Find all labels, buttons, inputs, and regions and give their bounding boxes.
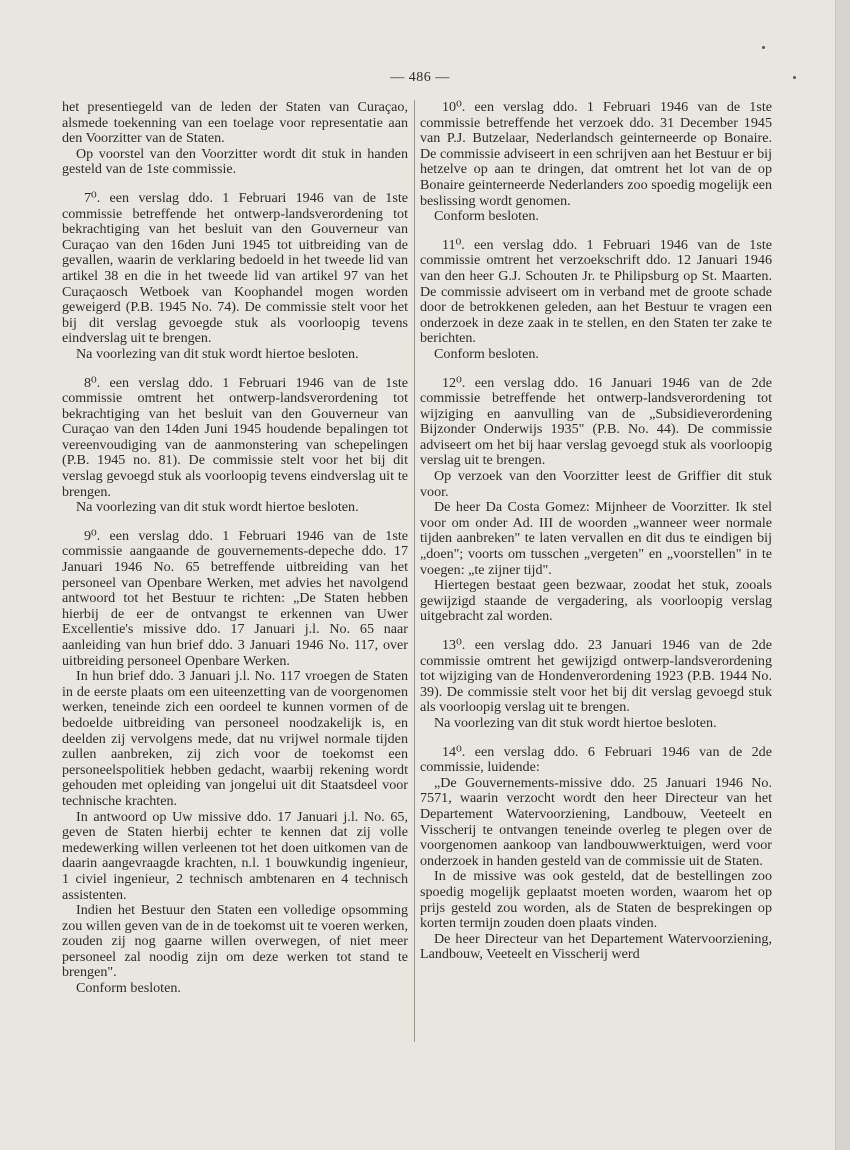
paragraph: Hiertegen bestaat geen bezwaar, zoodat het stuk, zooals gewijzigd staande de vergadering, als voorloopig verslag uitgebracht zal worden. (420, 577, 772, 625)
paragraph: 12⁰. een verslag ddo. 16 Januari 1946 van de 2de commissie betreffende het ontwerp-landsverordening tot wijziging en aanvulling van de „Subsidieverordening Bijzonder Onderwijs 1935" (P.B. No. 44). De commissie adviseert om het bij haar verslag gevoegd stuk als voorloopig verslag uit te brengen. (420, 374, 772, 469)
paragraph: 7⁰. een verslag ddo. 1 Februari 1946 van de 1ste commissie betreffende het ontwerp-landsverordening tot bekrachtiging van het besluit van den Gouverneur van Curaçao van den 16den Juni 1945 tot uitbreiding van de gevallen, waarin de verklaring bedoeld in het tweede lid van artikel 38 en die in het tweede lid van artikel 97 van het Curaçaosch Wetboek van Koophandel mogen worden geweigerd (P.B. 1945 No. 74). De commissie stelt voor het bij dit verslag gevoegde stuk als voorloopig tevens eindverslag uit te brengen. (62, 189, 408, 347)
paragraph: het presentiegeld van de leden der Staten van Curaçao, alsmede toekenning van een toelage voor representatie aan den Voorzitter van de Staten. (62, 99, 408, 147)
page-number: — 486 — (390, 70, 450, 85)
paragraph: In hun brief ddo. 3 Januari j.l. No. 117 vroegen de Staten in de eerste plaats om een uiteenzetting van de voorgenomen werken, teneinde zich een oordeel te kunnen vormen of de bedoelde uitbreiding van personeel noodzakelijk is, en deelden zij vervolgens mede, dat nu vrijwel normale tijden zullen aanbreken, zij zich voor de toekomst een personeelspolitiek hebben gedacht, waarbij rekening wordt gehouden met opleiding van jongelui uit dit Staatsdeel voor technische krachten. (62, 668, 408, 809)
paragraph: De heer Directeur van het Departement Watervoorziening, Landbouw, Veeteelt en Visscherij werd (420, 930, 772, 963)
paragraph: In antwoord op Uw missive ddo. 17 Januari j.l. No. 65, geven de Staten hierbij echter te kennen dat zij volle medewerking willen verleenen tot het doen uitkomen van de daarin aangevraagde krachten, n.l. 1 bouwkundig ingenieur, 1 civiel ingenieur, 2 technisch ambtenaren en 4 technisch assistenten. (62, 808, 408, 903)
paragraph: Op verzoek van den Voorzitter leest de Griffier dit stuk voor. (420, 468, 772, 500)
paragraph: Na voorlezing van dit stuk wordt hiertoe besloten. (76, 499, 359, 516)
paragraph: 9⁰. een verslag ddo. 1 Februari 1946 van de 1ste commissie aangaande de gouvernements-depeche ddo. 17 Januari 1946 No. 65 betreffende uitbreiding van het personeel van Openbare Werken, met advies het navolgend antwoord tot het Bestuur te richten: „De Staten hebben hierbij de eer de ontvangst te erkennen van Uwer Excellentie's missive ddo. 17 Januari j.l. No. 65 naar aanleiding van hun brief ddo. 3 Januari 1946 No. 117, over uitbreiding personeel Openbare Werken. (62, 527, 408, 669)
paragraph: Op voorstel van den Voorzitter wordt dit stuk in handen gesteld van de 1ste commissie. (62, 145, 408, 178)
paragraph: De heer Da Costa Gomez: Mijnheer de Voorzitter. Ik stel voor om onder Ad. III de woorden „wanneer weer normale tijden aanbreken" te laten vervallen en dit dus te eindigen bij „doen"; voorts om tusschen „vergeten" en „voorstellen" in te voegen: „te zijner tijd". (420, 499, 772, 578)
paragraph: 10⁰. een verslag ddo. 1 Februari 1946 van de 1ste commissie betreffende het verzoek ddo. 31 December 1945 van P.J. Butzelaar, Nederlandsch geinterneerde op Bonaire. De commissie adviseert in een schrijven aan het Bestuur er bij hetzelve op aan te dringen, dat omtrent het lot van de op Bonaire geinterneerde Nederlanders zoo spoedig mogelijk een beslissing wordt genomen. (420, 99, 772, 209)
paragraph: Conform besloten. (434, 345, 539, 362)
column-divider (414, 100, 415, 1042)
print-speck (762, 46, 765, 49)
paragraph: 8⁰. een verslag ddo. 1 Februari 1946 van de 1ste commissie omtrent het ontwerp-landsverordening tot bekrachtiging van het besluit van den Gouverneur van Curaçao van den 14den Juni 1945 houdende bepalingen tot vereenvoudiging van de aanmonstering van schepelingen (P.B. 1945 no. 81). De commissie stelt voor het bij dit verslag gevoegd stuk als voorloopig tevens eindverslag uit te brengen. (62, 374, 408, 500)
right-column (420, 100, 772, 963)
paragraph: Indien het Bestuur den Staten een volledige opsomming zou willen geven van de in de toekomst uit te voeren werken, zouden zij nog gaarne willen overwegen, of niet meer personeel zal noodig zijn om deze werken tot stand te brengen". (62, 902, 408, 981)
paragraph: 14⁰. een verslag ddo. 6 Februari 1946 van de 2de commissie, luidende: (420, 743, 772, 776)
paragraph: In de missive was ook gesteld, dat de bestellingen zoo spoedig mogelijk geplaatst moeten worden, waarom het op prijs gesteld zou worden, als de Staten de besprekingen op korten termijn zouden doen plaats vinden. (420, 868, 772, 932)
paragraph: Na voorlezing van dit stuk wordt hiertoe besloten. (76, 345, 359, 362)
left-column (62, 100, 408, 997)
paragraph: 11⁰. een verslag ddo. 1 Februari 1946 van de 1ste commissie omtrent het verzoekschrift ddo. 12 Januari 1946 van den heer G.J. Schouten Jr. te Philipsburg op St. Maarten. De commissie adviseert om in verband met de groote schade door de betrokkenen geleden, aan het Bestuur te vragen een onderzoek in deze zaak in te stellen, en den Staten ter zake te berichten. (420, 236, 772, 347)
paragraph: Conform besloten. (76, 980, 181, 997)
page-edge (835, 0, 850, 1150)
paragraph: 13⁰. een verslag ddo. 23 Januari 1946 van de 2de commissie omtrent het gewijzigd ontwerp-landsverordening tot wijziging van de Hondenverordening 1923 (P.B. 1944 No. 39). De commissie stelt voor het bij dit verslag gevoegd stuk als voorloopig verslag uit te brengen. (420, 637, 772, 716)
paragraph: Na voorlezing van dit stuk wordt hiertoe besloten. (434, 714, 717, 731)
paragraph: Conform besloten. (434, 208, 539, 225)
paragraph: „De Gouvernements-missive ddo. 25 Januari 1946 No. 7571, waarin verzocht wordt den heer Directeur van het Departement Watervoorziening, Landbouw, Veeteelt en Visscherij te ontvangen teneinde overleg te plegen over de voorgenomen aankoop van landbouwwerktuigen, werd voor onderzoek in handen gesteld van de commissie uit de Staten. (420, 774, 772, 869)
